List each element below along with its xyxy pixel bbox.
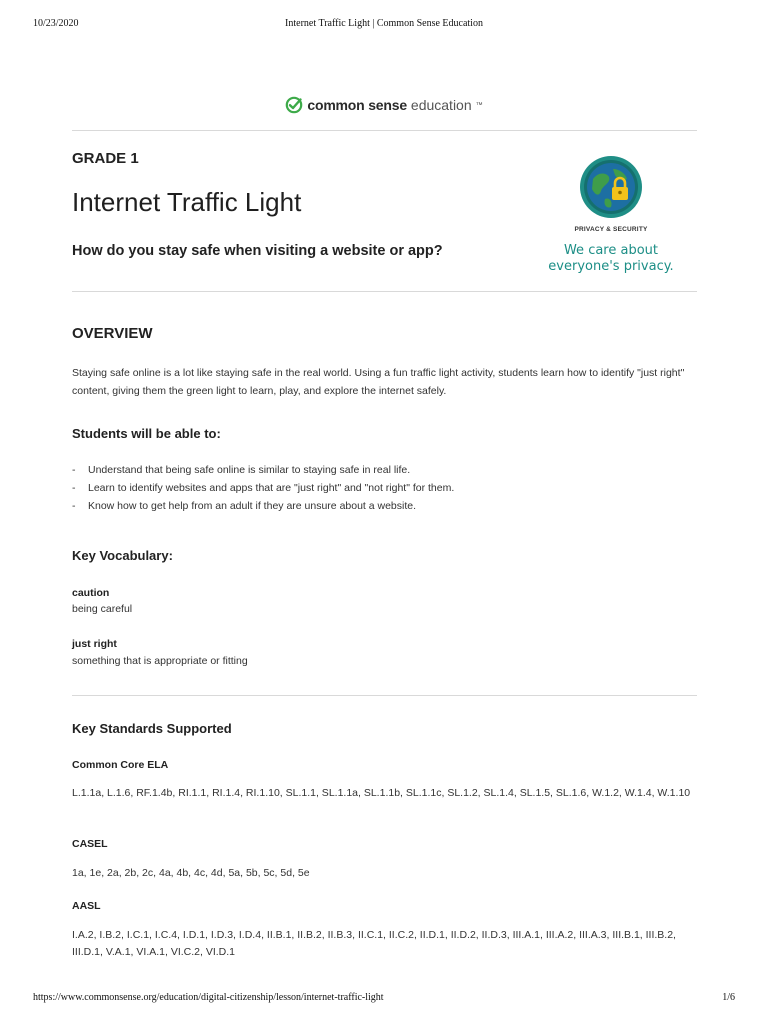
privacy-tagline-line2: everyone's privacy. <box>548 259 674 274</box>
list-item: - Know how to get help from an adult if they are unsure about a website. <box>72 500 417 512</box>
list-item: - Understand that being safe online is similar to staying safe in real life. <box>72 464 411 476</box>
badge-label: PRIVACY & SECURITY <box>574 226 648 233</box>
checkmark-circle-icon <box>285 96 303 114</box>
standard-group-name: Common Core ELA <box>72 759 169 771</box>
privacy-tagline-line1: We care about <box>563 243 659 258</box>
privacy-tagline <box>540 243 682 275</box>
standard-group-values: 1a, 1e, 2a, 2b, 2c, 4a, 4b, 4c, 4d, 5a, 5b, 5c, 5d, 5e <box>72 867 310 879</box>
print-footer <box>33 992 735 1006</box>
vocab-definition: being careful <box>72 603 133 615</box>
grade-label: GRADE 1 <box>72 150 139 167</box>
print-header <box>33 18 735 32</box>
vocab-term: caution <box>72 587 110 599</box>
print-page-number: 1/6 <box>722 992 735 1003</box>
logo-suffix: education <box>410 97 472 113</box>
standard-group-values: L.1.1a, L.1.6, RF.1.4b, RI.1.1, RI.1.4, RI.1.10, SL.1.1, SL.1.1a, SL.1.1b, SL.1.1c, SL.1.2, SL.1.4, SL.1.5, SL.1.6, W.1.2, W.1.4, W.1.10 <box>72 787 691 799</box>
overview-text: Staying safe online is a lot like staying safe in the real world. Using a fun traffic light activity, students learn how to identify "just right" content, giving them the green light to learn, play, and explore the internet safely. <box>72 367 685 397</box>
standard-group-name: CASEL <box>72 838 108 850</box>
print-page-title: Internet Traffic Light | Common Sense Education <box>285 18 483 29</box>
vocabulary-heading: Key Vocabulary: <box>72 548 173 563</box>
logo-trademark: ™ <box>475 101 483 109</box>
standard-group-name: AASL <box>72 900 101 912</box>
print-date: 10/23/2020 <box>33 18 79 29</box>
divider <box>72 130 697 131</box>
objectives-heading: Students will be able to: <box>72 426 221 441</box>
standards-heading: Key Standards Supported <box>72 721 232 736</box>
vocab-term: just right <box>72 638 117 650</box>
globe-lock-icon <box>579 155 643 219</box>
divider <box>72 695 697 696</box>
list-item: - Learn to identify websites and apps that are "just right" and "not right" for them. <box>72 482 455 494</box>
overview-heading: OVERVIEW <box>72 325 153 342</box>
objectives-list <box>72 461 454 515</box>
divider <box>72 291 697 292</box>
logo-brand: common sense <box>307 97 407 113</box>
lesson-title: Internet Traffic Light <box>72 187 302 217</box>
common-sense-logo[interactable] <box>0 96 768 117</box>
print-url[interactable]: https://www.commonsense.org/education/digital-citizenship/lesson/internet-traffic-light <box>33 992 384 1003</box>
essential-question: How do you stay safe when visiting a website or app? <box>72 243 443 259</box>
vocab-definition: something that is appropriate or fitting <box>72 655 248 667</box>
standard-group-values: I.A.2, I.B.2, I.C.1, I.C.4, I.D.1, I.D.3, I.D.4, II.B.1, II.B.2, II.B.3, II.C.1, II.C.2, II.D.1, II.D.2, II.D.3, III.A.1, III.A.2, III.A.3, III.B.1, III.B.2, III.D.1, V.A.1, VI.A.1, VI.C.2, VI.D.1 <box>72 929 676 958</box>
